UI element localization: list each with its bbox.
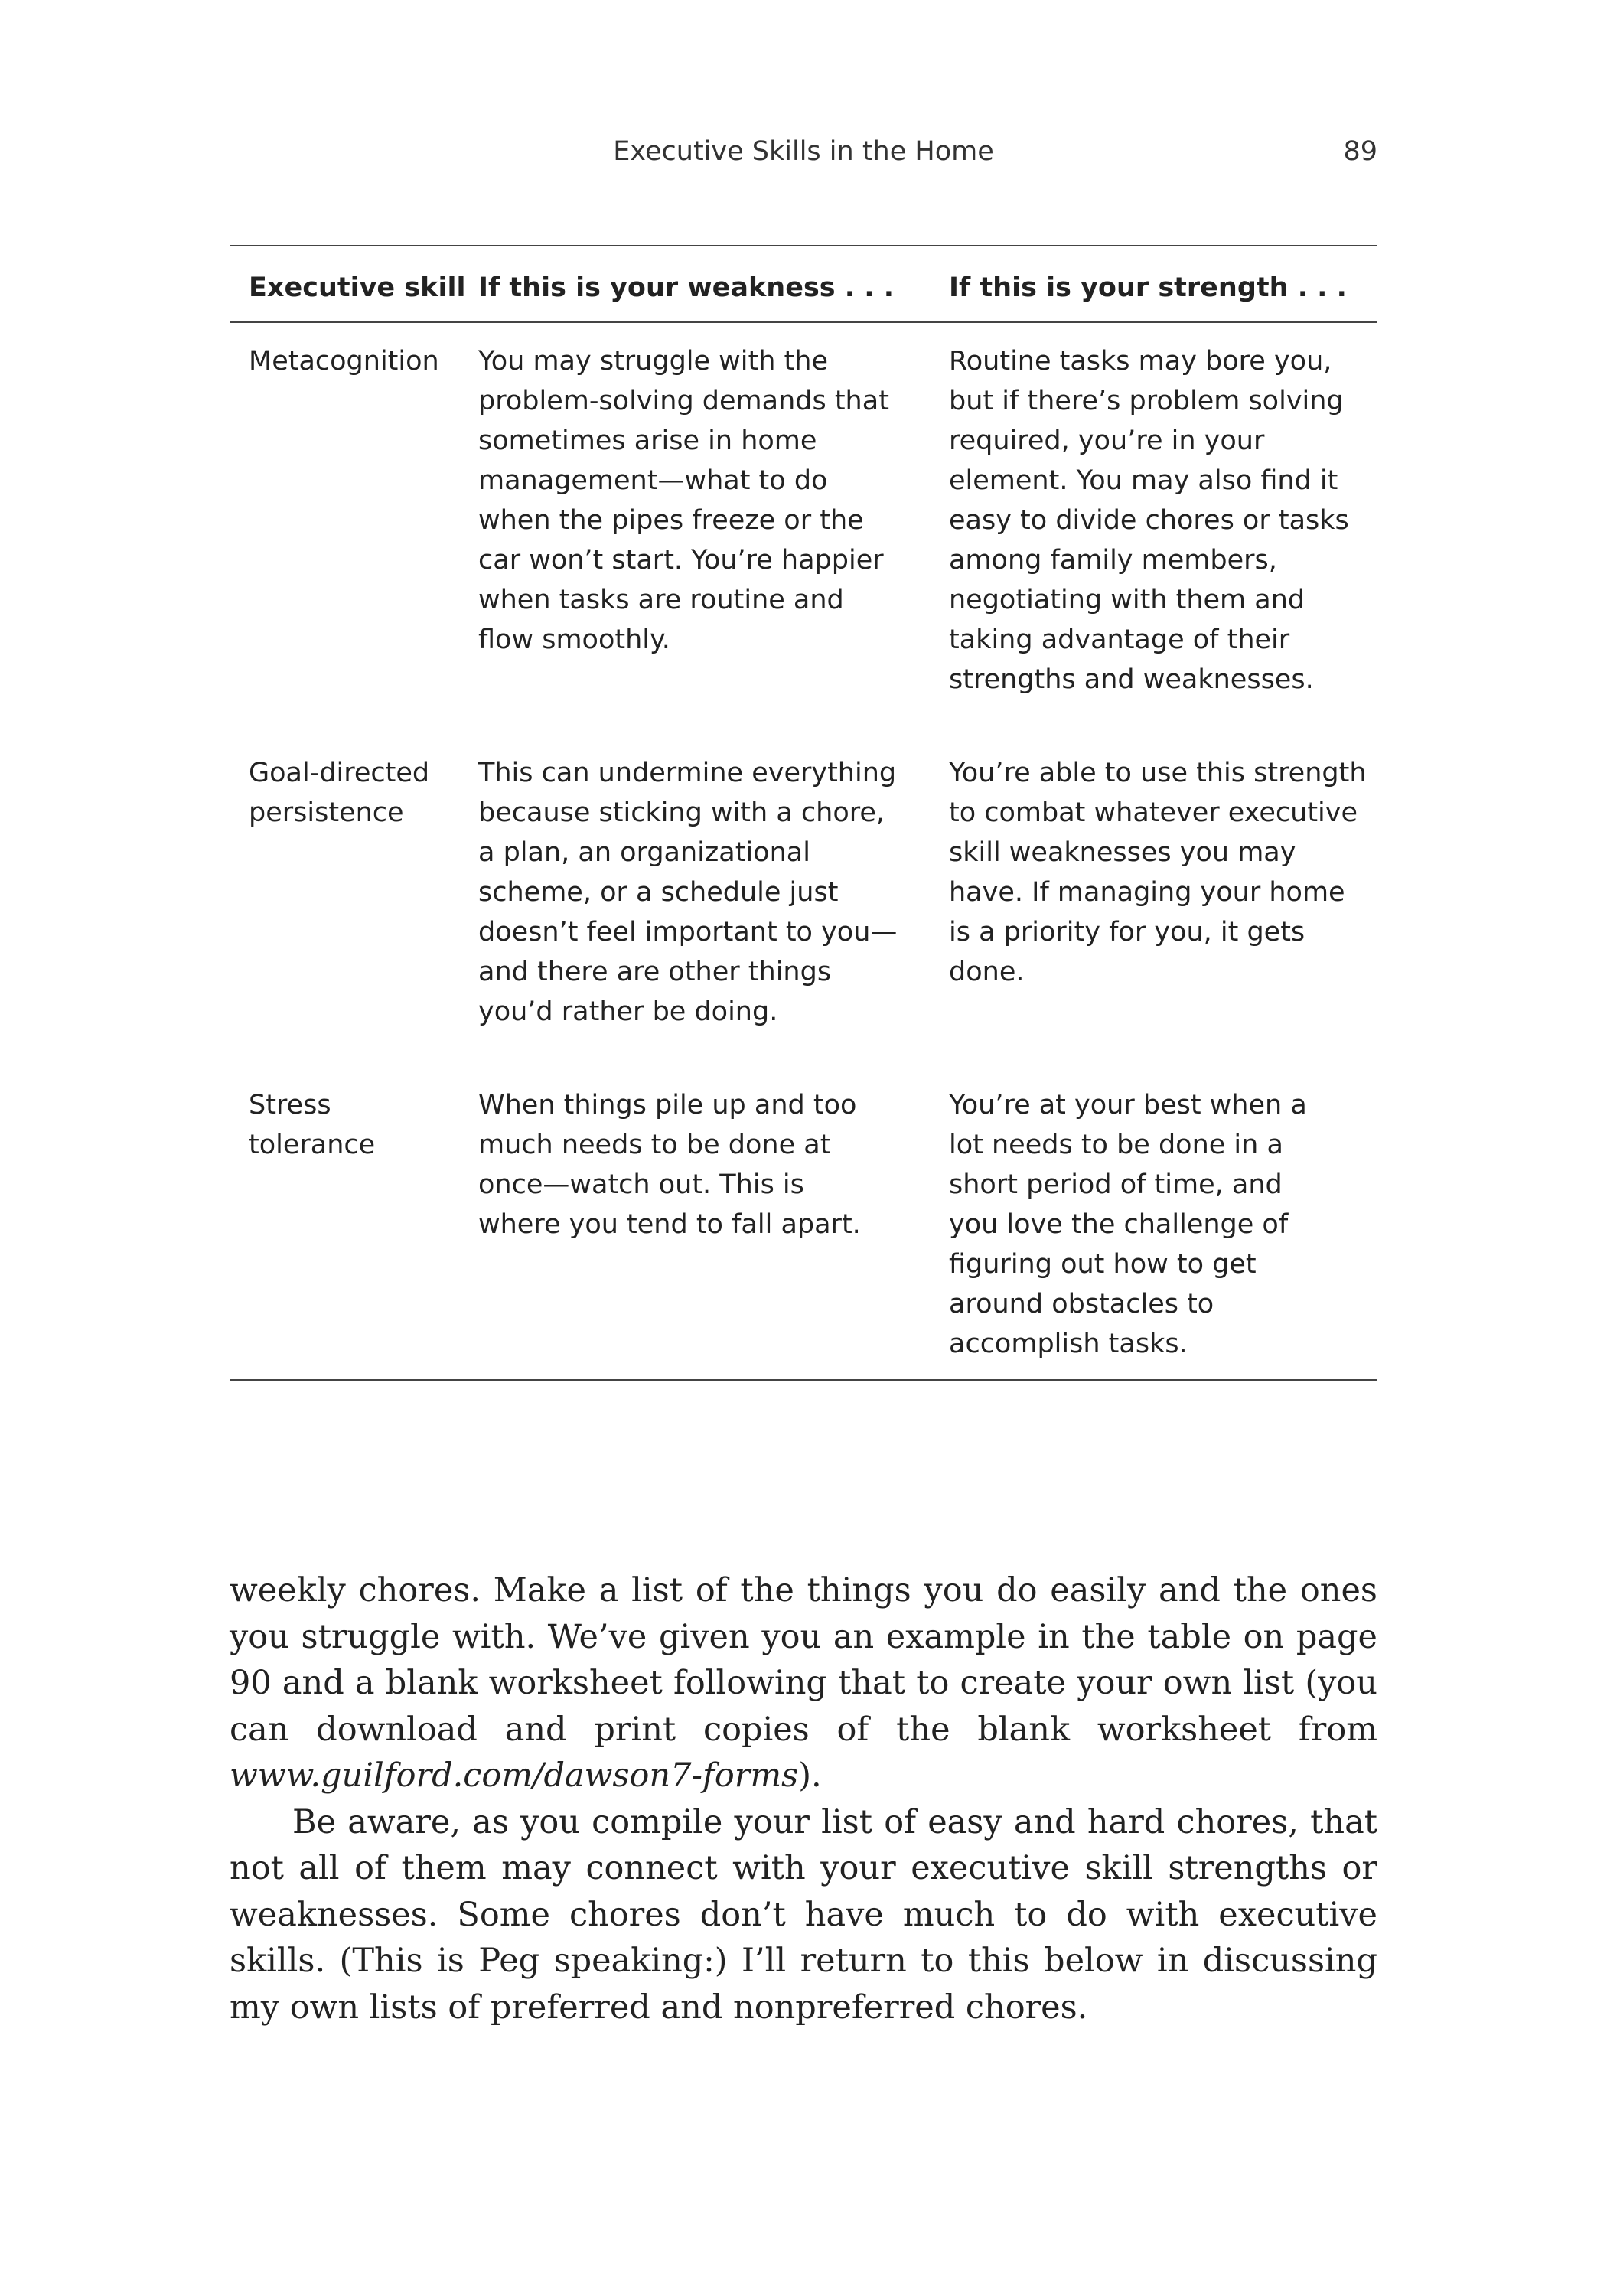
strength-cell <box>949 753 1377 1085</box>
skill-name: Stress tolerance <box>249 1090 376 1160</box>
skill-cell <box>230 322 478 753</box>
skill-cell <box>230 1085 478 1380</box>
skill-cell <box>230 753 478 1085</box>
weakness-text: This can undermine everything because sticking with a chore, a plan, an organizational scheme, or a schedule just doesn’t feel important to you—and there are other things you’d rather be doing. <box>478 758 898 1027</box>
strength-cell <box>949 1085 1377 1380</box>
paragraph-1 <box>230 1567 1377 1799</box>
column-header-skill: Executive skill <box>249 272 466 303</box>
table-header-row <box>230 246 1377 322</box>
paragraph-1-text: weekly chores. Make a list of the things you do easily and the ones you struggle with. We’ve given you an example in the table on page 90 and a blank worksheet following that to create your own list (you can download and print copies of the blank worksheet from <box>230 1571 1377 1749</box>
weakness-cell <box>478 322 949 753</box>
column-header-weakness: If this is your weakness . . . <box>478 272 895 303</box>
weakness-text: You may struggle with the problem-solving demands that sometimes arise in home management—what to do when the pipes freeze or the car won’t start. You’re happier when tasks are routine and flow smoothly. <box>478 346 889 655</box>
column-header-strength: If this is your strength . . . <box>949 272 1347 303</box>
forms-url: www.guilford.com/dawson7-forms <box>230 1756 799 1795</box>
table-row <box>230 1085 1377 1380</box>
paragraph-2: Be aware, as you compile your list of easy and hard chores, that not all of them may connect with your executive skill strengths or weaknesses. Some chores don’t have much to do with executive skills. (This is Peg speaking:) I’ll return to this below in discussing my own lists of preferred and nonpreferred chores. <box>230 1802 1377 2027</box>
table-row <box>230 322 1377 753</box>
paragraph-1-end: ). <box>798 1756 822 1795</box>
running-title: Executive Skills in the Home <box>613 136 994 167</box>
running-head <box>230 136 1377 174</box>
weakness-cell <box>478 753 949 1085</box>
strength-cell <box>949 322 1377 753</box>
table <box>230 245 1377 1381</box>
strength-text: You’re at your best when a lot needs to be done in a short period of time, and you love the challenge of figuring out how to get around obstacles to accomplish tasks. <box>949 1090 1307 1359</box>
weakness-cell <box>478 1085 949 1380</box>
strength-text: Routine tasks may bore you, but if there’s problem solving required, you’re in your element. You may also find it easy to divide chores or tasks among family members, negotiating with them and taking advantage of their strengths and weaknesses. <box>949 346 1349 695</box>
table-row <box>230 753 1377 1085</box>
skill-name: Metacognition <box>249 346 439 377</box>
weakness-text: When things pile up and too much needs to be done at once—watch out. This is where you tend to fall apart. <box>478 1090 861 1240</box>
body-text <box>230 1567 1377 2030</box>
page-number: 89 <box>1343 136 1377 167</box>
skill-name: Goal-directed persistence <box>249 758 430 828</box>
executive-skills-table <box>230 245 1377 1381</box>
strength-text: You’re able to use this strength to combat whatever executive skill weaknesses you may have. If managing your home is a priority for you, it gets done. <box>949 758 1367 987</box>
